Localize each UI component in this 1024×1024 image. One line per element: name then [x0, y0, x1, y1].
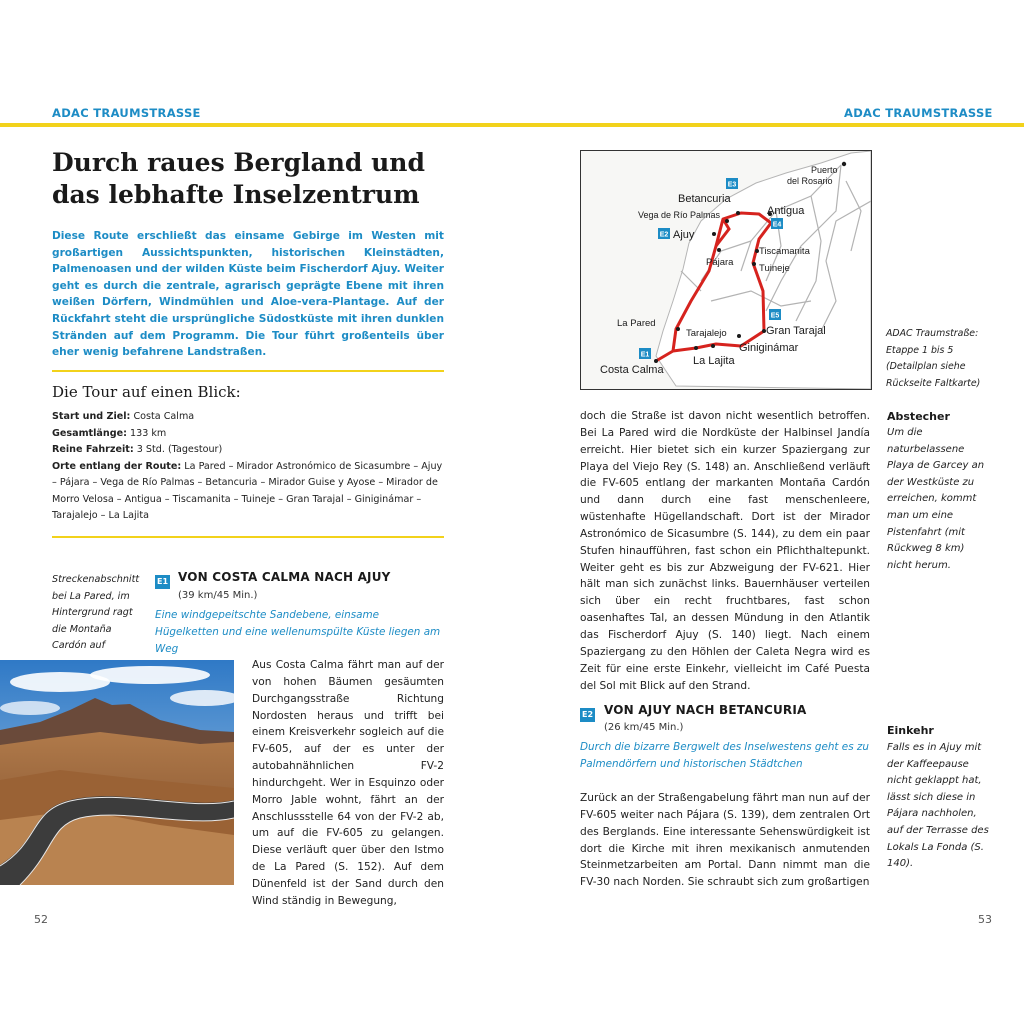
start-label: Start und Ziel:	[52, 411, 131, 422]
map-badge-e1: E1	[640, 351, 650, 359]
page-number-right: 53	[978, 913, 992, 926]
sidebar-abstecher-head: Abstecher	[887, 410, 950, 423]
map-label-betancuria: Betancuria	[678, 193, 731, 205]
photo-caption: Streckenabschnitt bei La Pared, im Hintergrund ragt die Montaña Cardón auf	[52, 574, 140, 651]
map-label-tiscamanita: Tiscamanita	[759, 246, 810, 257]
route-map	[580, 150, 872, 390]
stage1-subtitle: Eine windgepeitschte Sandebene, einsame Hügelketten und eine wellenumspülte Küste liegen am Weg	[155, 609, 441, 655]
landscape-photo	[0, 660, 234, 885]
sidebar-einkehr-text: Falls es in Ajuy mit der Kaffeepause nicht geklappt hat, lässt sich diese in Pájara nachholen, auf der Terrasse des Lokals La Fonda (S. 140).	[887, 742, 989, 870]
places-value: La Pared – Mirador Astronómico de Sicasumbre – Ajuy – Pájara – Vega de Río Palmas – Betancuria – Mirador Guise y Ayose – Mirador de Morro Velosa – Antigua – Tiscamanita – Tuineje – Gran Tarajal – Giniginámar – Tarajalejo – La Lajita	[52, 460, 443, 521]
header-rule	[0, 123, 1024, 127]
stage1-body: Aus Costa Calma fährt man auf der von hohen Bäumen gesäumten Durchgangsstraße Richtung Nordosten heraus und trifft bei einem Kreisverkehr sogleich auf die FV-605, auf der es unter der autobahnähnlichen FV-2 hindurchgeht. Wer in Esquinzo oder Morro Jable wohnt, fährt an der Anschlussstelle 64 von der FV-2 ab, um auf die FV-605 zu gelangen. Diese verläuft quer über den Istmo de La Pared (S. 152). Auf dem Dünenfeld ist der Sand durch den Wind ständig in Bewegung,	[252, 659, 444, 907]
map-label-vega: Vega de Río Palmas	[638, 210, 721, 220]
map-label-tuineje: Tuineje	[759, 263, 790, 274]
sidebar-abstecher-text: Um die naturbelassene Playa de Garcey an der Westküste zu erreichen, kommt man um eine Pistenfahrt (mit Rückweg 8 km) nicht herum.	[887, 427, 985, 571]
map-label-ajuy: Ajuy	[673, 229, 695, 241]
time-value: 3 Std. (Tagestour)	[136, 444, 223, 455]
length-value: 133 km	[130, 427, 167, 439]
stage1-distance: (39 km/45 Min.)	[178, 590, 258, 601]
map-badge-e2: E2	[659, 231, 669, 239]
stage2-distance: (26 km/45 Min.)	[604, 722, 684, 733]
places-label: Orte entlang der Route:	[52, 460, 182, 472]
map-caption: ADAC Traumstraße: Etappe 1 bis 5 (Detailplan siehe Rückseite Faltkarte)	[886, 328, 981, 389]
map-badge-e3: E3	[727, 181, 737, 189]
map-label-tarajalejo: Tarajalejo	[686, 328, 727, 339]
map-label-la-pared: La Pared	[617, 318, 656, 329]
separator-bottom	[52, 536, 444, 538]
stage2-title: VON AJUY NACH BETANCURIA	[604, 703, 807, 717]
intro-paragraph: Diese Route erschließt das einsame Gebirge im Westen mit großartigen Aussichtspunkten, historischen Kleinstädten, Palmenoasen und der wilden Küste beim Fischerdorf Ajuy. Weiter geht es durch die zentrale, agrarisch geprägte Ebene mit ihren weißen Dörfern, Windmühlen und Aloe-vera-Plantage. Auf der Rückfahrt steht die ursprüngliche Südostküste mit ihren dunklen Stränden auf dem Programm. Die Tour führt großenteils über eher wenig befahrene Landstraßen.	[52, 230, 444, 359]
length-label: Gesamtlänge:	[52, 427, 127, 439]
map-label-la-lajita: La Lajita	[693, 355, 735, 367]
glance-title: Die Tour auf einen Blick:	[52, 383, 241, 401]
running-header-right: ADAC TRAUMSTRASSE	[844, 106, 993, 120]
map-label-puerto: Puerto	[811, 165, 838, 175]
separator-top	[52, 370, 444, 372]
map-label-antigua: Antigua	[767, 205, 805, 217]
time-label: Reine Fahrzeit:	[52, 444, 134, 455]
stage1-title: VON COSTA CALMA NACH AJUY	[178, 570, 391, 584]
tour-facts	[52, 409, 444, 525]
sidebar-einkehr-head: Einkehr	[887, 724, 934, 737]
map-label-costa-calma: Costa Calma	[600, 364, 664, 376]
right-body-1: doch die Straße ist davon nicht wesentlich betroffen. Bei La Pared wird die Nordküste der Halbinsel Jandía erreicht. Hier bietet sich ein kurzer Spaziergang zur Playa del Viejo Rey (S. 148) an. Anschließend verläuft die FV-605 entlang der markanten Montaña Cardón und dann durch eine fast menschenleere, wüstenhafte Hügellandschaft. Dort ist der Mirador Astronómico de Sicasumbre (S. 144), zu dem ein paar Stufen hinaufführen, fast schon ein Pflichthaltepunkt. Weiter geht es bis zur Abzweigung der FV-621. Hier hält man sich zunächst links. Bauernhäuser verteilen sich über ein recht fruchtbares, fast schon oasenhaftes Tal, an dessen Mündung in den Atlantik das Fischerdorf Ajuy (S. 140) liegt. Nach einem Spaziergang zu den Höhlen der Caleta Negra wird es Zeit für eine erste Einkehr, vielleicht im Café Puesta del Sol mit Blick auf den Strand.	[580, 410, 870, 692]
page-title	[52, 147, 442, 211]
map-label-pajara: Pájara	[706, 257, 734, 268]
page-number-left: 52	[34, 913, 48, 926]
map-label-giniginamar: Giniginámar	[739, 342, 799, 354]
map-label-gran-tarajal: Gran Tarajal	[766, 325, 826, 337]
stage2-badge: E2	[580, 704, 595, 723]
map-label-rosario: del Rosario	[787, 176, 833, 186]
running-header-left: ADAC TRAUMSTRASSE	[52, 106, 201, 120]
stage2-subtitle: Durch die bizarre Bergwelt des Inselwestens geht es zu Palmendörfern und historischen Städtchen	[580, 741, 869, 770]
start-value: Costa Calma	[133, 411, 195, 422]
title-line-2: das lebhafte Inselzentrum	[52, 180, 420, 209]
map-badge-e5: E5	[770, 312, 780, 320]
title-line-1: Durch raues Bergland und	[52, 148, 425, 177]
map-badge-e4: E4	[772, 221, 782, 229]
stage1-badge: E1	[155, 571, 170, 590]
stage2-body: Zurück an der Straßengabelung fährt man nun auf der FV-605 weiter nach Pájara (S. 139), dem zentralen Ort des Berglands. Eine interessante Sehenswürdigkeit ist dort die Kirche mit ihren mexikanisch anmutenden Steinmetzarbeiten am Portal. Dann nimmt man die FV-30 nach Norden. Sie schraubt sich zum großartigen	[580, 792, 870, 889]
